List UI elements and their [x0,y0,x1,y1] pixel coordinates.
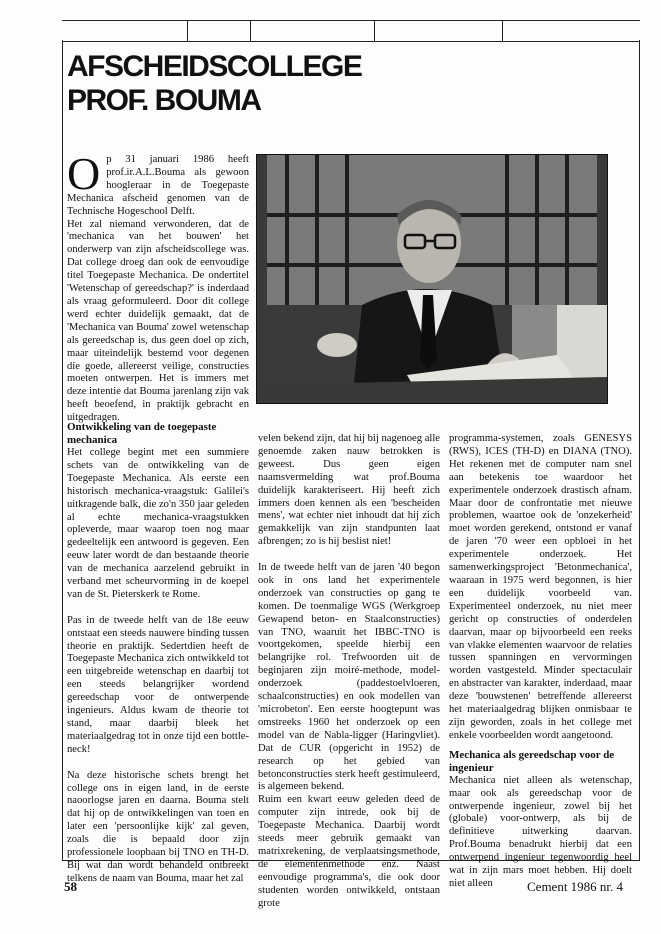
text-column-3 [449,433,632,891]
header-rule-grid [62,20,640,42]
title-line-1: AFSCHEIDSCOLLEGE [67,50,362,83]
header-divider [374,21,375,41]
section-heading-2: Mechanica als gereedschap voor de ingenieur [449,748,615,774]
header-divider [250,21,251,41]
column-1-paragraph-3: Na deze historische schets brengt het college ons in eigen land, in de eerste naoorlogse jaren en daarna. Bouma stelt dat hij op de ontwikkelingen van toen en later een 'persoonlijke kijk' zal geven, zoals die is bepaald door zijn professionele loopbaan bij TNO en TH-D. Bij wat dan wordt behandeld ontbreekt telkens de naam van Bouma, maar het zal [67,769,249,884]
column-3-paragraph-2: Mechanica niet alleen als wetenschap, maar ook als gereedschap voor de ontwerpende ingenieur, zowel bij het (globale) voor-ontwerp, als bij de definitieve uitwerking daarvan. Prof.Bouma benadrukt hierbij dat een ontwerpend ingenieur tegenwoordig heel wat in zijn mars moet hebben. Hij doelt niet alleen [449,774,632,889]
frame-left-rule [62,40,63,860]
portrait-illustration [257,155,607,403]
article-title [67,50,361,118]
magazine-issue: Cement 1986 nr. 4 [527,879,624,894]
frame-right-rule [639,40,640,860]
text-column-1 [67,421,249,886]
column-2-paragraph-2: In de tweede helft van de jaren '40 begon ook in ons land het experimentele onderzoek van constructies op gang te komen. De toenmalige WGS (Werkgroep Gewapend beton- en Staalconstructies) van TNO, waaruit het IBBC-TNO is voortgekomen, speelde hierbij een belangrijke rol. Trefwoorden uit de beginjaren zijn moiré-methode, model-onderzoek (paddestoelvloeren, schaalconstructies) en ook modellen van 'microbeton'. Een eerste hoogtepunt was omstreeks 1960 het onderzoek op een model van de Nabla-ligger (Haringvliet). Dat de CUR (opgericht in 1952) de research op het gebied van betonconstructies sterk heeft gestimuleerd, is algemeen bekend. [258,562,440,793]
title-line-2: PROF. BOUMA [67,84,261,117]
portrait-photo [256,154,608,404]
column-1-paragraph-1: Het college begint met een summiere schets van de ontwikkeling van de Toegepaste Mechanica. Als eerste een historisch mechanica-vraagstuk: Galilei's uitkragende balk, die zo'n 350 jaar geleden al echte mechanica-vraagstukken opleverde, maar waarop toen nog maar gedeeltelijk een antwoord is gegeven. Een eeuw later wordt de dan bestaande theorie van de mechanica aarzelend gebruikt in verband met scheurvorming in de koepel van de St. Pieterskerk te Rome. [67,447,249,600]
column-3-paragraph-1: programma-systemen, zoals GENESYS (RWS), ICES (TH-D) en DIANA (TNO). Het rekenen met de computer nam snel aan betekenis toe waardoor het experimentele onderzoek drastisch afnam. Maar door de confrontatie met nieuwe problemen, waartoe ook de 'onzekerheid' moet worden gerekend, ontstond er vanaf de jaren '70 weer een opbloei in het experimentele onderzoek. Het samenwerkingsproject 'Betonmechanica', waaraan in 1975 werd begonnen, is hier een duidelijk voorbeeld van. Experimenteel onderzoek, nu niet meer gericht op constructies of onderdelen daarvan, maar op bijvoorbeeld een reeks van vlakke elementen waarvoor de relaties tussen spanningen en vervormingen worden vastgesteld. Minder spectaculair en abstracter van karakter, inderdaad, maar deze 'bouwstenen' betreffende allereerst het materiaalgedrag blijken onmisbaar te zijn geworden, zoals in het college met enkele voorbeelden wordt aangetoond. [449,433,632,741]
drop-cap: O [67,148,101,199]
intro-paragraph-2: Het zal niemand verwonderen, dat de 'mechanica van het bouwen' het onderwerp van zijn afscheidscollege was. Dat college droeg dan ook de eenvoudige titel Toegepaste Mechanica. De ondertitel 'Wetenschap of gereedschap?' is inderdaad als vraag geformuleerd. Door dit college werd echter duidelijk gemaakt, dat de 'Mechanica van Bouma' zowel wetenschap als gereedschap is, dus geen doel op zich, maar uiteindelijk bestemd voor degenen die goede, allereerst veilige, constructies moeten ontwerpen. Het is immers met deze intentie dat Bouma jarenlang zijn vak heeft beoefend, in praktijk gebracht en uitgedragen. [67,218,249,424]
intro-column [67,148,249,425]
intro-paragraph-1 [67,148,249,219]
page-number: 58 [64,879,77,894]
header-divider [187,21,188,41]
column-2-paragraph-3: Ruim een kwart eeuw geleden deed de computer zijn intrede, ook bij de Toegepaste Mechanica. Daarbij wordt steeds meer gebruik gemaakt van matrixrekening, de verplaatsingsmethode, de elementenmethode enz. Naast eenvoudige programma's, die ook door studenten worden ontwikkeld, ontstaan grote [258,794,440,909]
column-2-paragraph-1: velen bekend zijn, dat hij bij nagenoeg alle genoemde zaken nauw betrokken is geweest. Dus geen eigen naamsvermelding wat prof.Bouma duidelijk karakteriseert. Hij heeft zich immers doen kennen als een 'bescheiden mens', wat echter niet inhoudt dat hij zich gemakkelijk van zijn standpunten laat afbrengen; zo is hij beslist niet! [258,433,440,548]
header-divider [502,21,503,41]
text-column-2 [258,433,440,911]
section-heading-1: Ontwikkeling van de toegepaste mechanica [67,421,217,446]
column-1-paragraph-2: Pas in de tweede helft van de 18e eeuw ontstaat een steeds nauwere binding tussen theorie en praktijk. Sedertdien heeft de Toegepaste Mechanica zich ontwikkeld tot een uitgebreide wetenschap en daarbij tot een steeds belangrijker wordend gereedschap voor de ontwerpende ingenieurs. Aldus kwam de theorie tot stand, maar daarbij bleek het materiaalgedrag tot in onze tijd een bottle-neck! [67,614,249,755]
intro-text-1: p 31 januari 1986 heeft prof.ir.A.L.Bouma als gewoon hoogleraar in de Toegepaste Mechanica afscheid genomen van de Technische Hogeschool Delft. [67,154,249,217]
